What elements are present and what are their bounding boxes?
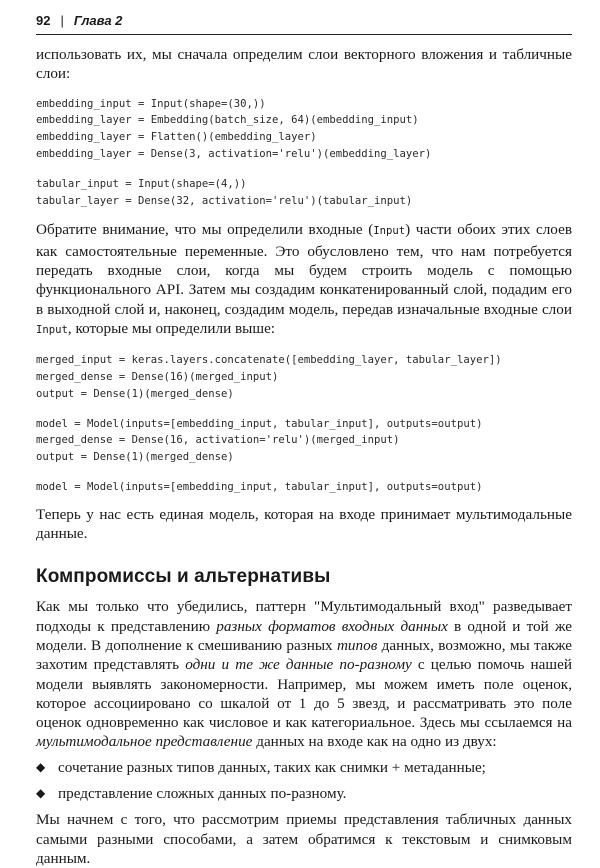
page-number: 92 <box>36 13 51 28</box>
text-span: в одной и той же модели. В дополнение к смешиванию разных <box>36 617 572 654</box>
code-block-embedding: embedding_input = Input(shape=(30,)) embedding_layer = Embedding(batch_size, 64)(embedding_input) embedding_layer = Flatten()(embedding_layer) embedding_layer = Dense(3, activation='relu')(embedding_layer) <box>36 97 432 160</box>
chapter-title: Глава 2 <box>73 13 123 28</box>
emphasis: одни и те же данные по-разному <box>185 656 412 674</box>
code-block-model-final: model = Model(inputs=[embedding_input, tabular_input], outputs=output) <box>36 480 483 493</box>
code-block-merge: merged_input = keras.layers.concatenate([embedding_layer, tabular_layer]) merged_dense = Dense(16)(merged_input) output = Dense(1)(merged_dense) <box>36 354 502 400</box>
diamond-bullet-icon: ◆ <box>36 786 46 800</box>
code-block-model: model = Model(inputs=[embedding_input, tabular_input], outputs=output) merged_dense = Dense(16, activation='relu')(merged_input) output = Dense(1)(merged_dense) <box>36 417 483 464</box>
list-item-text: представление сложных данных по-разному. <box>58 785 347 802</box>
text-span: Как мы только что убедились, паттерн "Мультимодальный вход" разведывает подходы к представлению <box>36 598 572 635</box>
diamond-bullet-icon: ◆ <box>36 759 46 774</box>
text-span: ) части обоих этих слоев как самостоятельные переменные. Это обусловлено тем, что нам потребуется передать входные слои, когда мы будем строить модель с помощью функционального API. Затем мы создадим конкатенированный слой, подадим его в выходной слой и, наконец, создадим модель, передав изначальные входные слои <box>36 221 572 318</box>
list-item <box>36 784 572 803</box>
paragraph-summary: Теперь у нас есть единая модель, которая на входе принимает мультимодальные данные. <box>36 505 572 543</box>
list-item <box>36 758 572 777</box>
text-span: данных на входе как на одно из двух: <box>252 733 497 751</box>
emphasis: мультимодальное представление <box>36 733 253 751</box>
section-heading: Компромиссы и альтернативы <box>36 566 331 588</box>
inline-code-input: Input <box>36 323 68 336</box>
text-span: Обратите внимание, что мы определили входные ( <box>36 221 374 239</box>
text-span: с целью помочь нашей модели выявлять закономерности. Например, мы можем иметь поле оценок, которое ассоциировано со шкалой от 1 до 5 звезд, и рассматривать это поле оценок одновременно как числовое и как категориальное. Здесь мы ссылаемся на <box>36 656 572 732</box>
list-item-text: сочетание разных типов данных, таких как снимки + метаданные; <box>58 758 486 776</box>
running-header <box>36 0 572 34</box>
header-rule <box>36 34 572 35</box>
emphasis: разных форматов входных данных <box>216 617 448 635</box>
bullet-list <box>36 758 572 804</box>
text-span: данных, возможно, мы также захотим представлять <box>36 636 572 674</box>
header-separator: | <box>60 13 64 28</box>
paragraph-tradeoffs <box>36 597 572 751</box>
inline-code-input: Input <box>373 225 406 238</box>
emphasis: типов <box>336 636 378 654</box>
text-span: , которые мы определили выше: <box>67 319 276 337</box>
intro-paragraph: использовать их, мы сначала определим слои векторного вложения и табличные слои: <box>36 46 572 83</box>
code-block-tabular: tabular_input = Input(shape=(4,)) tabular_layer = Dense(32, activation='relu')(tabular_input) <box>36 177 413 207</box>
paragraph-input-note <box>36 220 572 340</box>
paragraph-closing: Мы начнем с того, что рассмотрим приемы представления табличных данных самыми разными способами, а затем обратимся к текстовым и снимковым данным. <box>36 811 572 867</box>
